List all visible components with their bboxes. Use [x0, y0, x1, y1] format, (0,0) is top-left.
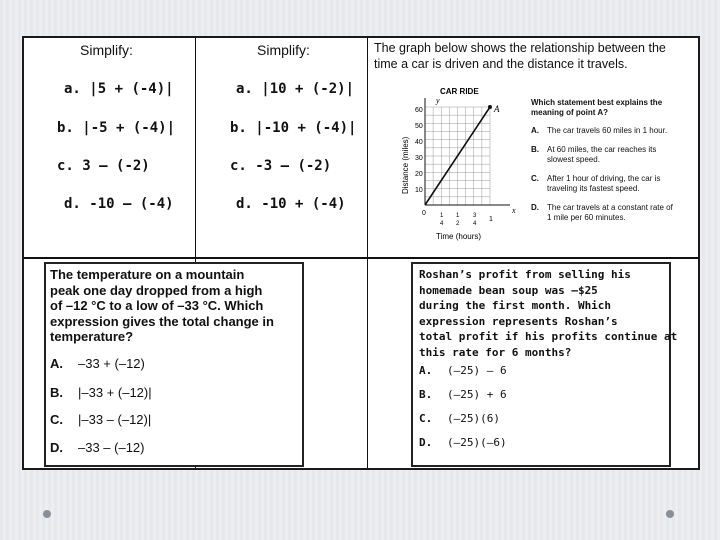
simplify-left-item-b: b. |-5 + (-4)|: [57, 120, 176, 136]
x-tick-label-one: 1: [489, 216, 493, 223]
graph-intro-line-2: time a car is driven and the distance it travels.: [374, 57, 628, 71]
graph-intro-line-1: The graph below shows the relationship between the: [374, 41, 666, 55]
profit-option-c: C. (–25)(6): [419, 412, 500, 425]
column-divider-2: [367, 38, 368, 468]
simplify-right-heading: Simplify:: [257, 42, 310, 58]
graph-option-d: D. The car travels at a constant rate of 1 mile per 60 minutes.: [531, 203, 673, 222]
chart-title: CAR RIDE: [440, 87, 479, 96]
origin-label: 0: [422, 210, 426, 217]
x-tick-denominator: 2: [456, 221, 460, 227]
x-axis-letter: x: [512, 206, 516, 215]
temperature-option-d: D. –33 – (–12): [50, 440, 145, 455]
car-ride-chart: [388, 84, 528, 254]
y-tick-label: 20: [415, 171, 423, 178]
profit-question: Roshan’s profit from selling his homemade bean soup was –$25 during the first month. Which expression represents Roshan’s total profit if his profits continue at this rate for 6 months?: [419, 268, 678, 359]
temperature-option-c: C. |–33 – (–12)|: [50, 412, 152, 427]
profit-option-d: D. (–25)(–6): [419, 436, 507, 449]
simplify-right-item-b: b. |-10 + (-4)|: [230, 120, 357, 136]
profit-problem-box: [411, 262, 678, 467]
simplify-right-item-c: c. -3 – (-2): [230, 158, 332, 174]
temperature-option-b: B. |–33 + (–12)|: [50, 385, 152, 400]
temperature-problem-box: [44, 262, 304, 467]
point-a-label: A: [494, 104, 500, 114]
worksheet: [22, 36, 700, 470]
temperature-option-a: A. –33 + (–12): [50, 356, 145, 371]
y-tick-label: 30: [415, 155, 423, 162]
profit-option-b: B. (–25) + 6: [419, 388, 507, 401]
slide-nav-dot-right: [666, 510, 674, 518]
y-tick-label: 60: [415, 107, 423, 114]
x-tick-denominator: 4: [440, 221, 444, 227]
simplify-left-item-a: a. |5 + (-4)|: [64, 81, 174, 97]
y-axis-letter: y: [436, 96, 440, 105]
slide-nav-dot-left: [43, 510, 51, 518]
point-a-marker: [488, 105, 492, 109]
graph-option-b: B. At 60 miles, the car reaches its slowest speed.: [531, 145, 657, 164]
y-tick-label: 10: [415, 187, 423, 194]
x-tick-denominator: 4: [473, 221, 477, 227]
profit-option-a: A. (–25) – 6: [419, 364, 507, 377]
graph-question: Which statement best explains the meaning of point A?: [531, 98, 663, 117]
simplify-right-item-d: d. -10 + (-4): [236, 196, 346, 212]
graph-option-a: A. The car travels 60 miles in 1 hour.: [531, 126, 668, 135]
row-divider: [24, 257, 698, 259]
y-tick-label: 40: [415, 139, 423, 146]
simplify-left-heading: Simplify:: [80, 42, 133, 58]
y-tick-label: 50: [415, 123, 423, 130]
graph-option-c: C. After 1 hour of driving, the car is traveling its fastest speed.: [531, 174, 661, 193]
x-axis-label: Time (hours): [436, 232, 482, 241]
y-axis-label: Distance (miles): [401, 136, 410, 194]
x-tick-numerator: 1: [440, 213, 444, 219]
x-tick-numerator: 3: [473, 213, 477, 219]
temperature-question: The temperature on a mountain peak one day dropped from a high of –12 °C to a low of –33 °C. Which expression gives the total change in temperature?: [50, 267, 274, 344]
simplify-left-item-c: c. 3 – (-2): [57, 158, 150, 174]
simplify-right-item-a: a. |10 + (-2)|: [236, 81, 355, 97]
x-tick-numerator: 1: [456, 213, 460, 219]
simplify-left-item-d: d. -10 – (-4): [64, 196, 174, 212]
